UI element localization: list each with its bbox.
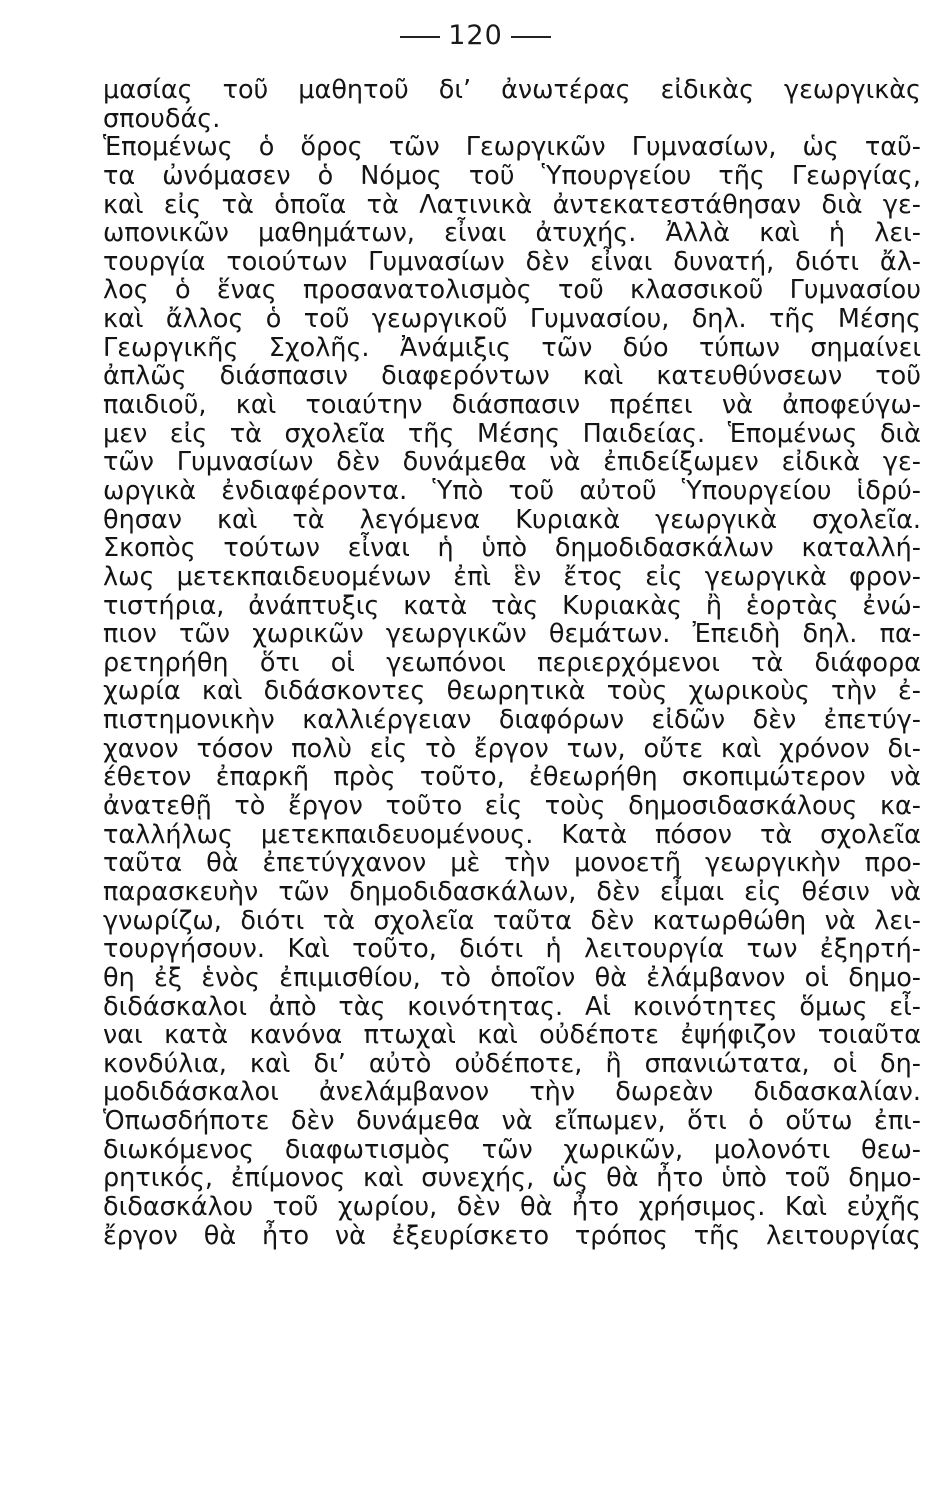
text-line: ωπονικῶν μαθημάτων, εἶναι ἀτυχής. Ἀλλὰ καὶ ἡ λει- xyxy=(103,218,921,249)
text-line: ταλλήλως μετεκπαιδευομένους. Κατὰ πόσον τὰ σχολεῖα xyxy=(103,819,921,850)
page-number-header xyxy=(0,20,951,51)
text-line: γνωρίζω, διότι τὰ σχολεῖα ταῦτα δὲν κατωρθώθη νὰ λει- xyxy=(103,905,921,936)
text-line: παρασκευὴν τῶν δημοδιδασκάλων, δὲν εἶμαι εἰς θέσιν νὰ xyxy=(103,876,921,907)
text-line: ρετηρήθη ὅτι οἱ γεωπόνοι περιερχόμενοι τὰ διάφορα xyxy=(103,647,921,678)
text-line: πιον τῶν χωρικῶν γεωργικῶν θεμάτων. Ἐπειδὴ δηλ. πα- xyxy=(103,619,921,650)
text-line: Ἑπομένως ὁ ὅρος τῶν Γεωργικῶν Γυμνασίων, ὡς ταῦ- xyxy=(103,132,921,163)
text-line: ρητικός, ἐπίμονος καὶ συνεχής, ὡς θὰ ἦτο ὑπὸ τοῦ δημο- xyxy=(103,1163,921,1194)
text-line: Γεωργικῆς Σχολῆς. Ἀνάμιξις τῶν δύο τύπων σημαίνει xyxy=(103,332,921,363)
text-line: σπουδάς. xyxy=(103,103,221,134)
text-line: ἀνατεθῇ τὸ ἔργον τοῦτο εἰς τοὺς δημοσιδασκάλους κα- xyxy=(103,791,921,822)
text-line: χανον τόσον πολὺ εἰς τὸ ἔργον των, οὔτε καὶ χρόνον δι- xyxy=(103,733,921,764)
text-line: λως μετεκπαιδευομένων ἐπὶ ἓν ἔτος εἰς γεωργικὰ φρον- xyxy=(103,561,921,592)
text-line: χωρία καὶ διδάσκοντες θεωρητικὰ τοὺς χωρικοὺς τὴν ἐ- xyxy=(103,676,921,707)
text-line: Σκοπὸς τούτων εἶναι ἡ ὑπὸ δημοδιδασκάλων καταλλή- xyxy=(103,533,921,564)
text-line: ωργικὰ ἐνδιαφέροντα. Ὑπὸ τοῦ αὐτοῦ Ὑπουργείου ἱδρύ- xyxy=(103,475,921,506)
text-line: τουργήσουν. Καὶ τοῦτο, διότι ἡ λειτουργία των ἐξηρτή- xyxy=(103,934,921,965)
text-line: μοδιδάσκαλοι ἀνελάμβανον τὴν δωρεὰν διδασκαλίαν. xyxy=(103,1077,921,1108)
text-line: θησαν καὶ τὰ λεγόμενα Κυριακὰ γεωργικὰ σχολεῖα. xyxy=(103,504,921,535)
text-line: θη ἐξ ἑνὸς ἐπιμισθίου, τὸ ὁποῖον θὰ ἐλάμβανον οἱ δημο- xyxy=(103,962,921,993)
text-line: τιστήρια, ἀνάπτυξις κατὰ τὰς Κυριακὰς ἢ ἑορτὰς ἐνώ- xyxy=(103,590,921,621)
text-line: ταῦτα θὰ ἐπετύγχανον μὲ τὴν μονοετῆ γεωργικὴν προ- xyxy=(103,848,921,879)
text-line: τῶν Γυμνασίων δὲν δυνάμεθα νὰ ἐπιδείξωμεν εἰδικὰ γε- xyxy=(103,447,921,478)
text-line: ναι κατὰ κανόνα πτωχαὶ καὶ οὐδέποτε ἐψήφιζον τοιαῦτα xyxy=(103,1020,921,1051)
text-line: διωκόμενος διαφωτισμὸς τῶν χωρικῶν, μολονότι θεω- xyxy=(103,1134,921,1165)
text-line: μασίας τοῦ μαθητοῦ δι’ ἀνωτέρας εἰδικὰς γεωργικὰς xyxy=(103,75,921,105)
body-text xyxy=(103,76,921,1250)
text-line: ἔργον θὰ ἦτο νὰ ἐξευρίσκετο τρόπος τῆς λειτουργίας xyxy=(103,1220,921,1251)
page-number: 120 xyxy=(448,20,503,51)
text-line: λος ὁ ἕνας προσανατολισμὸς τοῦ κλασσικοῦ Γυμνασίου xyxy=(103,275,921,306)
right-dash-ornament xyxy=(511,36,551,38)
text-line: Ὁπωσδήποτε δὲν δυνάμεθα νὰ εἴπωμεν, ὅτι ὁ οὕτω ἐπι- xyxy=(103,1106,921,1137)
text-line: ἀπλῶς διάσπασιν διαφερόντων καὶ κατευθύνσεων τοῦ xyxy=(103,361,921,392)
text-line: τουργία τοιούτων Γυμνασίων δὲν εἶναι δυνατή, διότι ἄλ- xyxy=(103,246,921,277)
text-line: μεν εἰς τὰ σχολεῖα τῆς Μέσης Παιδείας. Ἑπομένως διὰ xyxy=(103,418,921,449)
text-line: διδάσκαλοι ἀπὸ τὰς κοινότητας. Αἱ κοινότητες ὅμως εἶ- xyxy=(103,991,921,1022)
text-line: καὶ ἄλλος ὁ τοῦ γεωργικοῦ Γυμνασίου, δηλ. τῆς Μέσης xyxy=(103,304,921,335)
left-dash-ornament xyxy=(400,36,440,38)
text-line: έθετον ἐπαρκῆ πρὸς τοῦτο, ἐθεωρήθη σκοπιμώτερον νὰ xyxy=(103,762,921,793)
text-line: κονδύλια, καὶ δι’ αὐτὸ οὐδέποτε, ἢ σπανιώτατα, οἱ δη- xyxy=(103,1048,921,1079)
text-line: καὶ εἰς τὰ ὁποῖα τὰ Λατινικὰ ἀντεκατεστάθησαν διὰ γε- xyxy=(103,189,921,220)
text-line: πιστημονικὴν καλλιέργειαν διαφόρων εἰδῶν δὲν ἐπετύγ- xyxy=(103,705,921,736)
text-line: παιδιοῦ, καὶ τοιαύτην διάσπασιν πρέπει νὰ ἀποφεύγω- xyxy=(103,390,921,421)
text-line: τα ὠνόμασεν ὁ Νόμος τοῦ Ὑπουργείου τῆς Γεωργίας, xyxy=(103,160,921,191)
text-line: διδασκάλου τοῦ χωρίου, δὲν θὰ ἦτο χρήσιμος. Καὶ εὐχῆς xyxy=(103,1191,921,1222)
